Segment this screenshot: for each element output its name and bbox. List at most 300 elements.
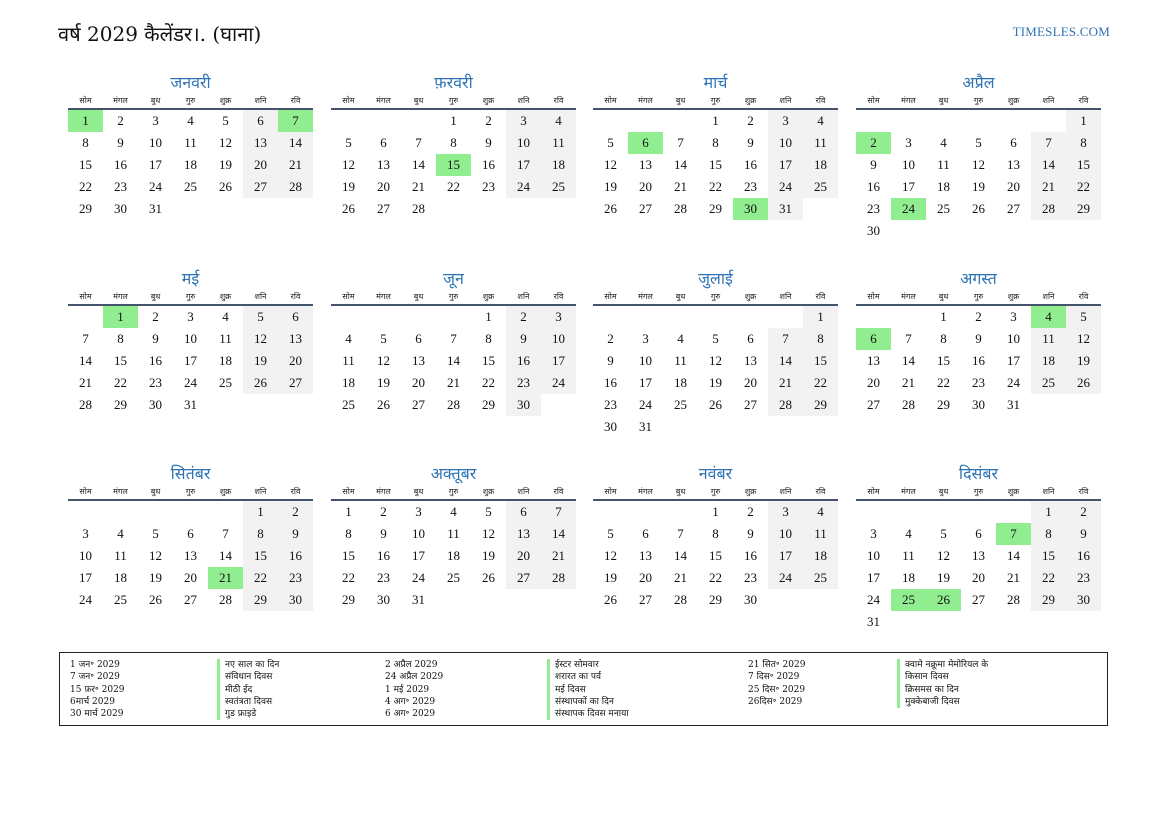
day-cell[interactable]: 23 xyxy=(482,179,495,194)
day-cell[interactable]: 24 xyxy=(768,567,803,589)
day-cell[interactable]: 21 xyxy=(447,375,460,390)
day-cell[interactable]: 31 xyxy=(867,614,880,629)
day-cell[interactable]: 6 xyxy=(415,331,422,346)
day-cell[interactable]: 23 xyxy=(114,179,127,194)
day-cell[interactable]: 16 xyxy=(744,157,757,172)
day-cell[interactable]: 13 xyxy=(639,548,652,563)
day-cell[interactable]: 26 xyxy=(149,592,162,607)
day-cell[interactable]: 30 xyxy=(867,223,880,238)
day-cell[interactable]: 6 xyxy=(243,109,278,132)
day-cell[interactable]: 25 xyxy=(184,179,197,194)
day-cell[interactable]: 7 xyxy=(677,135,684,150)
day-cell[interactable]: 19 xyxy=(937,570,950,585)
day-cell[interactable]: 15 xyxy=(114,353,127,368)
day-cell[interactable]: 23 xyxy=(1066,567,1101,589)
day-cell[interactable]: 16 xyxy=(114,157,127,172)
day-cell[interactable]: 23 xyxy=(744,570,757,585)
day-cell[interactable]: 24 xyxy=(149,179,162,194)
day-cell[interactable]: 30 xyxy=(972,397,985,412)
day-cell[interactable]: 18 xyxy=(184,157,197,172)
day-cell[interactable]: 13 xyxy=(506,523,541,545)
day-cell[interactable]: 4 xyxy=(222,309,229,324)
day-cell[interactable]: 22 xyxy=(243,567,278,589)
day-cell[interactable]: 28 xyxy=(674,592,687,607)
day-cell[interactable]: 7 xyxy=(278,109,313,132)
day-cell[interactable]: 4 xyxy=(117,526,124,541)
day-cell[interactable]: 2 xyxy=(856,132,891,154)
day-cell[interactable]: 25 xyxy=(541,176,576,198)
day-cell[interactable]: 26 xyxy=(482,570,495,585)
day-cell[interactable]: 8 xyxy=(1031,523,1066,545)
day-cell[interactable]: 6 xyxy=(747,331,754,346)
day-cell[interactable]: 15 xyxy=(1066,154,1101,176)
day-cell[interactable]: 20 xyxy=(1007,179,1020,194)
day-cell[interactable]: 10 xyxy=(768,132,803,154)
day-cell[interactable]: 26 xyxy=(926,589,961,611)
day-cell[interactable]: 4 xyxy=(187,113,194,128)
day-cell[interactable]: 3 xyxy=(768,109,803,132)
day-cell[interactable]: 27 xyxy=(243,176,278,198)
day-cell[interactable]: 8 xyxy=(940,331,947,346)
day-cell[interactable]: 15 xyxy=(243,545,278,567)
day-cell[interactable]: 31 xyxy=(768,198,803,220)
day-cell[interactable]: 6 xyxy=(975,526,982,541)
day-cell[interactable]: 4 xyxy=(450,504,457,519)
day-cell[interactable]: 29 xyxy=(114,397,127,412)
day-cell[interactable]: 25 xyxy=(447,570,460,585)
day-cell[interactable]: 9 xyxy=(607,353,614,368)
day-cell[interactable]: 8 xyxy=(1066,132,1101,154)
day-cell[interactable]: 1 xyxy=(712,504,719,519)
day-cell[interactable]: 5 xyxy=(712,331,719,346)
day-cell[interactable]: 23 xyxy=(604,397,617,412)
day-cell[interactable]: 11 xyxy=(184,135,197,150)
day-cell[interactable]: 27 xyxy=(639,592,652,607)
day-cell[interactable]: 6 xyxy=(380,135,387,150)
day-cell[interactable]: 27 xyxy=(972,592,985,607)
day-cell[interactable]: 11 xyxy=(902,548,915,563)
day-cell[interactable]: 21 xyxy=(1031,176,1066,198)
day-cell[interactable]: 26 xyxy=(377,397,390,412)
day-cell[interactable]: 14 xyxy=(1007,548,1020,563)
day-cell[interactable]: 3 xyxy=(1010,309,1017,324)
day-cell[interactable]: 12 xyxy=(709,353,722,368)
day-cell[interactable]: 17 xyxy=(541,350,576,372)
day-cell[interactable]: 22 xyxy=(482,375,495,390)
day-cell[interactable]: 22 xyxy=(114,375,127,390)
day-cell[interactable]: 17 xyxy=(768,154,803,176)
day-cell[interactable]: 18 xyxy=(447,548,460,563)
day-cell[interactable]: 28 xyxy=(447,397,460,412)
day-cell[interactable]: 3 xyxy=(541,305,576,328)
day-cell[interactable]: 16 xyxy=(972,353,985,368)
day-cell[interactable]: 15 xyxy=(79,157,92,172)
day-cell[interactable]: 3 xyxy=(870,526,877,541)
day-cell[interactable]: 26 xyxy=(709,397,722,412)
day-cell[interactable]: 24 xyxy=(184,375,197,390)
day-cell[interactable]: 30 xyxy=(604,419,617,434)
day-cell[interactable]: 26 xyxy=(243,372,278,394)
day-cell[interactable]: 1 xyxy=(450,113,457,128)
day-cell[interactable]: 7 xyxy=(222,526,229,541)
day-cell[interactable]: 6 xyxy=(187,526,194,541)
day-cell[interactable]: 11 xyxy=(674,353,687,368)
day-cell[interactable]: 7 xyxy=(541,500,576,523)
day-cell[interactable]: 9 xyxy=(747,135,754,150)
day-cell[interactable]: 9 xyxy=(278,523,313,545)
day-cell[interactable]: 24 xyxy=(639,397,652,412)
day-cell[interactable]: 3 xyxy=(152,113,159,128)
day-cell[interactable]: 8 xyxy=(243,523,278,545)
day-cell[interactable]: 10 xyxy=(768,523,803,545)
day-cell[interactable]: 31 xyxy=(184,397,197,412)
day-cell[interactable]: 7 xyxy=(1031,132,1066,154)
day-cell[interactable]: 9 xyxy=(152,331,159,346)
day-cell[interactable]: 19 xyxy=(149,570,162,585)
day-cell[interactable]: 12 xyxy=(342,157,355,172)
day-cell[interactable]: 1 xyxy=(940,309,947,324)
day-cell[interactable]: 28 xyxy=(541,567,576,589)
day-cell[interactable]: 9 xyxy=(380,526,387,541)
day-cell[interactable]: 2 xyxy=(485,113,492,128)
day-cell[interactable]: 25 xyxy=(219,375,232,390)
day-cell[interactable]: 12 xyxy=(1066,328,1101,350)
day-cell[interactable]: 26 xyxy=(604,201,617,216)
day-cell[interactable]: 19 xyxy=(1066,350,1101,372)
day-cell[interactable]: 1 xyxy=(243,500,278,523)
day-cell[interactable]: 22 xyxy=(709,179,722,194)
day-cell[interactable]: 17 xyxy=(506,154,541,176)
day-cell[interactable]: 4 xyxy=(803,109,838,132)
day-cell[interactable]: 17 xyxy=(412,548,425,563)
day-cell[interactable]: 17 xyxy=(149,157,162,172)
day-cell[interactable]: 23 xyxy=(149,375,162,390)
day-cell[interactable]: 2 xyxy=(1066,500,1101,523)
day-cell[interactable]: 25 xyxy=(114,592,127,607)
day-cell[interactable]: 10 xyxy=(506,132,541,154)
day-cell[interactable]: 4 xyxy=(940,135,947,150)
day-cell[interactable]: 14 xyxy=(447,353,460,368)
day-cell[interactable]: 19 xyxy=(219,157,232,172)
day-cell[interactable]: 15 xyxy=(436,154,471,176)
day-cell[interactable]: 18 xyxy=(674,375,687,390)
day-cell[interactable]: 21 xyxy=(674,179,687,194)
day-cell[interactable]: 2 xyxy=(380,504,387,519)
day-cell[interactable]: 26 xyxy=(604,592,617,607)
day-cell[interactable]: 4 xyxy=(677,331,684,346)
day-cell[interactable]: 20 xyxy=(184,570,197,585)
day-cell[interactable]: 11 xyxy=(447,526,460,541)
day-cell[interactable]: 20 xyxy=(639,179,652,194)
day-cell[interactable]: 28 xyxy=(1007,592,1020,607)
day-cell[interactable]: 16 xyxy=(1066,545,1101,567)
day-cell[interactable]: 18 xyxy=(902,570,915,585)
day-cell[interactable]: 18 xyxy=(219,353,232,368)
day-cell[interactable]: 30 xyxy=(733,198,768,220)
day-cell[interactable]: 13 xyxy=(184,548,197,563)
day-cell[interactable]: 24 xyxy=(891,198,926,220)
day-cell[interactable]: 28 xyxy=(79,397,92,412)
day-cell[interactable]: 14 xyxy=(219,548,232,563)
day-cell[interactable]: 15 xyxy=(342,548,355,563)
day-cell[interactable]: 19 xyxy=(243,350,278,372)
day-cell[interactable]: 25 xyxy=(803,176,838,198)
day-cell[interactable]: 10 xyxy=(867,548,880,563)
day-cell[interactable]: 17 xyxy=(1007,353,1020,368)
day-cell[interactable]: 25 xyxy=(803,567,838,589)
day-cell[interactable]: 22 xyxy=(342,570,355,585)
day-cell[interactable]: 2 xyxy=(747,113,754,128)
day-cell[interactable]: 4 xyxy=(345,331,352,346)
day-cell[interactable]: 31 xyxy=(149,201,162,216)
day-cell[interactable]: 11 xyxy=(803,523,838,545)
day-cell[interactable]: 3 xyxy=(82,526,89,541)
day-cell[interactable]: 9 xyxy=(117,135,124,150)
day-cell[interactable]: 4 xyxy=(1031,305,1066,328)
day-cell[interactable]: 16 xyxy=(506,350,541,372)
day-cell[interactable]: 23 xyxy=(506,372,541,394)
day-cell[interactable]: 8 xyxy=(485,331,492,346)
day-cell[interactable]: 19 xyxy=(709,375,722,390)
day-cell[interactable]: 16 xyxy=(744,548,757,563)
day-cell[interactable]: 8 xyxy=(117,331,124,346)
day-cell[interactable]: 1 xyxy=(712,113,719,128)
day-cell[interactable]: 10 xyxy=(639,353,652,368)
day-cell[interactable]: 14 xyxy=(1031,154,1066,176)
day-cell[interactable]: 3 xyxy=(642,331,649,346)
day-cell[interactable]: 16 xyxy=(867,179,880,194)
day-cell[interactable]: 4 xyxy=(541,109,576,132)
day-cell[interactable]: 3 xyxy=(768,500,803,523)
day-cell[interactable]: 30 xyxy=(1066,589,1101,611)
day-cell[interactable]: 12 xyxy=(972,157,985,172)
day-cell[interactable]: 4 xyxy=(803,500,838,523)
day-cell[interactable]: 9 xyxy=(975,331,982,346)
day-cell[interactable]: 22 xyxy=(1031,567,1066,589)
day-cell[interactable]: 13 xyxy=(243,132,278,154)
day-cell[interactable]: 24 xyxy=(1007,375,1020,390)
day-cell[interactable]: 30 xyxy=(149,397,162,412)
day-cell[interactable]: 11 xyxy=(937,157,950,172)
day-cell[interactable]: 14 xyxy=(768,350,803,372)
day-cell[interactable]: 28 xyxy=(1031,198,1066,220)
day-cell[interactable]: 12 xyxy=(604,548,617,563)
day-cell[interactable]: 12 xyxy=(149,548,162,563)
day-cell[interactable]: 13 xyxy=(377,157,390,172)
day-cell[interactable]: 8 xyxy=(712,135,719,150)
day-cell[interactable]: 20 xyxy=(377,179,390,194)
day-cell[interactable]: 17 xyxy=(867,570,880,585)
day-cell[interactable]: 3 xyxy=(415,504,422,519)
day-cell[interactable]: 11 xyxy=(1031,328,1066,350)
day-cell[interactable]: 26 xyxy=(219,179,232,194)
day-cell[interactable]: 23 xyxy=(744,179,757,194)
day-cell[interactable]: 29 xyxy=(243,589,278,611)
day-cell[interactable]: 27 xyxy=(377,201,390,216)
day-cell[interactable]: 6 xyxy=(856,328,891,350)
day-cell[interactable]: 5 xyxy=(975,135,982,150)
day-cell[interactable]: 30 xyxy=(377,592,390,607)
day-cell[interactable]: 28 xyxy=(412,201,425,216)
day-cell[interactable]: 2 xyxy=(607,331,614,346)
day-cell[interactable]: 24 xyxy=(541,372,576,394)
day-cell[interactable]: 27 xyxy=(744,397,757,412)
day-cell[interactable]: 22 xyxy=(79,179,92,194)
day-cell[interactable]: 5 xyxy=(607,135,614,150)
day-cell[interactable]: 8 xyxy=(803,328,838,350)
day-cell[interactable]: 6 xyxy=(506,500,541,523)
day-cell[interactable]: 11 xyxy=(342,353,355,368)
day-cell[interactable]: 17 xyxy=(768,545,803,567)
day-cell[interactable]: 21 xyxy=(674,570,687,585)
day-cell[interactable]: 8 xyxy=(450,135,457,150)
day-cell[interactable]: 3 xyxy=(187,309,194,324)
day-cell[interactable]: 20 xyxy=(506,545,541,567)
day-cell[interactable]: 1 xyxy=(803,305,838,328)
day-cell[interactable]: 29 xyxy=(709,201,722,216)
day-cell[interactable]: 17 xyxy=(902,179,915,194)
day-cell[interactable]: 27 xyxy=(867,397,880,412)
day-cell[interactable]: 13 xyxy=(867,353,880,368)
day-cell[interactable]: 5 xyxy=(940,526,947,541)
day-cell[interactable]: 18 xyxy=(1031,350,1066,372)
day-cell[interactable]: 1 xyxy=(1031,500,1066,523)
day-cell[interactable]: 24 xyxy=(79,592,92,607)
day-cell[interactable]: 18 xyxy=(342,375,355,390)
day-cell[interactable]: 16 xyxy=(482,157,495,172)
day-cell[interactable]: 31 xyxy=(1007,397,1020,412)
day-cell[interactable]: 10 xyxy=(184,331,197,346)
day-cell[interactable]: 5 xyxy=(152,526,159,541)
day-cell[interactable]: 15 xyxy=(937,353,950,368)
day-cell[interactable]: 21 xyxy=(1007,570,1020,585)
day-cell[interactable]: 12 xyxy=(604,157,617,172)
day-cell[interactable]: 12 xyxy=(219,135,232,150)
day-cell[interactable]: 11 xyxy=(803,132,838,154)
day-cell[interactable]: 7 xyxy=(677,526,684,541)
day-cell[interactable]: 26 xyxy=(342,201,355,216)
day-cell[interactable]: 7 xyxy=(996,523,1031,545)
day-cell[interactable]: 31 xyxy=(412,592,425,607)
day-cell[interactable]: 21 xyxy=(541,545,576,567)
day-cell[interactable]: 27 xyxy=(278,372,313,394)
day-cell[interactable]: 27 xyxy=(184,592,197,607)
day-cell[interactable]: 18 xyxy=(937,179,950,194)
day-cell[interactable]: 19 xyxy=(604,179,617,194)
day-cell[interactable]: 17 xyxy=(79,570,92,585)
day-cell[interactable]: 10 xyxy=(412,526,425,541)
day-cell[interactable]: 29 xyxy=(1066,198,1101,220)
day-cell[interactable]: 23 xyxy=(377,570,390,585)
day-cell[interactable]: 20 xyxy=(243,154,278,176)
day-cell[interactable]: 16 xyxy=(377,548,390,563)
day-cell[interactable]: 17 xyxy=(184,353,197,368)
day-cell[interactable]: 27 xyxy=(1007,201,1020,216)
day-cell[interactable]: 8 xyxy=(345,526,352,541)
day-cell[interactable]: 31 xyxy=(639,419,652,434)
day-cell[interactable]: 21 xyxy=(208,567,243,589)
day-cell[interactable]: 29 xyxy=(482,397,495,412)
day-cell[interactable]: 22 xyxy=(937,375,950,390)
day-cell[interactable]: 18 xyxy=(541,154,576,176)
day-cell[interactable]: 30 xyxy=(506,394,541,416)
day-cell[interactable]: 14 xyxy=(278,132,313,154)
day-cell[interactable]: 19 xyxy=(342,179,355,194)
day-cell[interactable]: 10 xyxy=(149,135,162,150)
site-link[interactable]: TIMESLES.COM xyxy=(1012,24,1110,39)
day-cell[interactable]: 27 xyxy=(506,567,541,589)
day-cell[interactable]: 21 xyxy=(79,375,92,390)
day-cell[interactable]: 26 xyxy=(1066,372,1101,394)
day-cell[interactable]: 10 xyxy=(541,328,576,350)
day-cell[interactable]: 25 xyxy=(1031,372,1066,394)
day-cell[interactable]: 17 xyxy=(639,375,652,390)
day-cell[interactable]: 5 xyxy=(607,526,614,541)
day-cell[interactable]: 30 xyxy=(114,201,127,216)
day-cell[interactable]: 25 xyxy=(891,589,926,611)
day-cell[interactable]: 11 xyxy=(541,132,576,154)
day-cell[interactable]: 6 xyxy=(628,132,663,154)
day-cell[interactable]: 7 xyxy=(415,135,422,150)
day-cell[interactable]: 20 xyxy=(278,350,313,372)
day-cell[interactable]: 29 xyxy=(1031,589,1066,611)
day-cell[interactable]: 15 xyxy=(1031,545,1066,567)
day-cell[interactable]: 5 xyxy=(1066,305,1101,328)
day-cell[interactable]: 10 xyxy=(902,157,915,172)
day-cell[interactable]: 19 xyxy=(604,570,617,585)
day-cell[interactable]: 20 xyxy=(867,375,880,390)
day-cell[interactable]: 25 xyxy=(937,201,950,216)
day-cell[interactable]: 4 xyxy=(905,526,912,541)
day-cell[interactable]: 22 xyxy=(803,372,838,394)
day-cell[interactable]: 29 xyxy=(342,592,355,607)
day-cell[interactable]: 9 xyxy=(870,157,877,172)
day-cell[interactable]: 18 xyxy=(803,154,838,176)
day-cell[interactable]: 2 xyxy=(152,309,159,324)
day-cell[interactable]: 1 xyxy=(485,309,492,324)
day-cell[interactable]: 9 xyxy=(1066,523,1101,545)
day-cell[interactable]: 18 xyxy=(114,570,127,585)
day-cell[interactable]: 1 xyxy=(103,305,138,328)
day-cell[interactable]: 18 xyxy=(803,545,838,567)
day-cell[interactable]: 1 xyxy=(345,504,352,519)
day-cell[interactable]: 14 xyxy=(674,548,687,563)
day-cell[interactable]: 1 xyxy=(68,109,103,132)
day-cell[interactable]: 25 xyxy=(674,397,687,412)
day-cell[interactable]: 7 xyxy=(450,331,457,346)
day-cell[interactable]: 19 xyxy=(482,548,495,563)
day-cell[interactable]: 14 xyxy=(541,523,576,545)
day-cell[interactable]: 2 xyxy=(975,309,982,324)
day-cell[interactable]: 24 xyxy=(768,176,803,198)
day-cell[interactable]: 6 xyxy=(278,305,313,328)
day-cell[interactable]: 25 xyxy=(342,397,355,412)
day-cell[interactable]: 12 xyxy=(937,548,950,563)
day-cell[interactable]: 29 xyxy=(803,394,838,416)
day-cell[interactable]: 2 xyxy=(117,113,124,128)
day-cell[interactable]: 1 xyxy=(1066,109,1101,132)
day-cell[interactable]: 15 xyxy=(709,548,722,563)
day-cell[interactable]: 13 xyxy=(972,548,985,563)
day-cell[interactable]: 9 xyxy=(485,135,492,150)
day-cell[interactable]: 28 xyxy=(902,397,915,412)
day-cell[interactable]: 12 xyxy=(377,353,390,368)
day-cell[interactable]: 7 xyxy=(82,331,89,346)
day-cell[interactable]: 2 xyxy=(278,500,313,523)
day-cell[interactable]: 22 xyxy=(709,570,722,585)
day-cell[interactable]: 29 xyxy=(937,397,950,412)
day-cell[interactable]: 21 xyxy=(278,154,313,176)
